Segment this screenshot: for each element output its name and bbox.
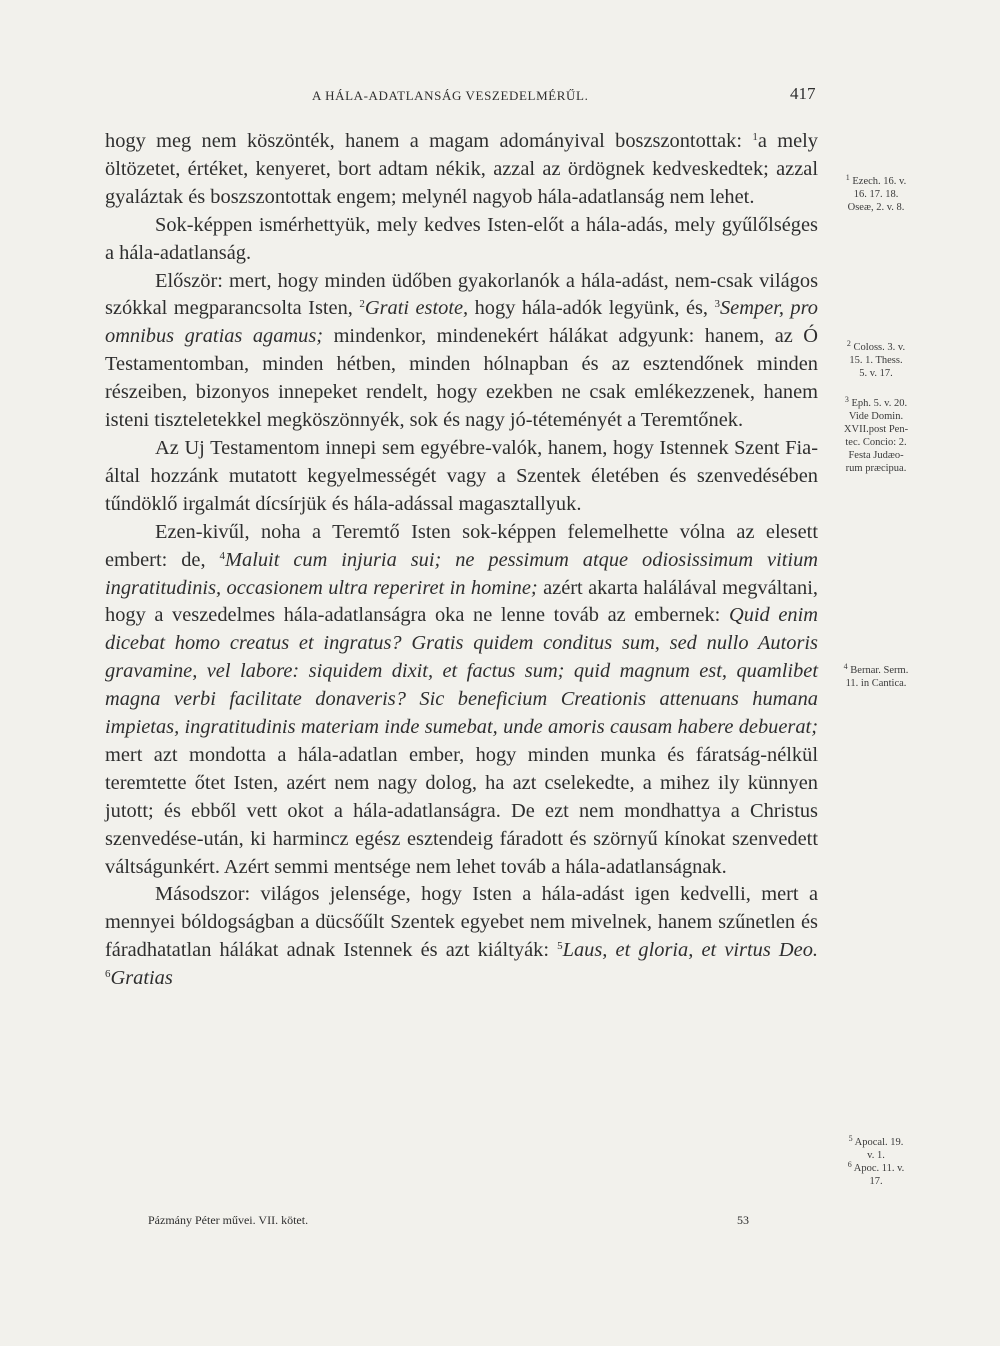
margin-note-3 bbox=[820, 397, 932, 475]
margin-note-line bbox=[820, 175, 932, 188]
note-reference: 1 bbox=[752, 131, 758, 143]
latin-quote: Quid enim dicebat homo creatus et ingratus? Gratis quidem conditus sum, sed nullo Autoris gravamine, vel labore: siquidem dixit, et factus sum; quid magnum est, quamlibet magna verbi facilitate donaveris? Sic beneficium Creationis attenuans humana impietas, ingratitudinis materiam inde sumebat, unde amoris causam habere debuerat; bbox=[105, 604, 819, 739]
margin-note-4 bbox=[820, 664, 932, 690]
margin-note-line bbox=[820, 1149, 932, 1162]
margin-note-line bbox=[820, 1136, 932, 1149]
text-run: Ezen-kivűl, noha a Teremtő Isten sok-képpen felemelhette vólna az elesett embert: de, bbox=[105, 520, 818, 571]
note-text: Vide Domin. bbox=[848, 411, 904, 422]
sheet-number: 53 bbox=[737, 1213, 749, 1227]
margin-note-line bbox=[820, 188, 932, 201]
text-run: Az Uj Testamentom innepi sem egyébre-valók, hanem, hogy Istennek Szent Fia-által hozzánk mutatott kegyelmességét vagy a Szentek életében és szenvedésében tűndöklő irgalmát dícsírjük és hála-adással magasztallyuk. bbox=[105, 436, 818, 515]
text-run: azért akarta halálával megváltani, hogy a veszedelmes hála-adatlanságra oka ne lenne továb az embernek: bbox=[105, 576, 818, 627]
margin-note-line bbox=[820, 664, 932, 677]
note-text: Coloss. 3. v. bbox=[853, 342, 906, 353]
text-run: hogy hála-adók legyünk, és, bbox=[468, 297, 715, 320]
paragraph bbox=[105, 268, 818, 435]
text-run: a mely öltözetet, értéket, kenyeret, bort adtam nékik, azzal az ördögnek kedveskedtek; azzal gyaláztak és boszszontottak engem; melynél nagyob hála-adatlanság nem lehet. bbox=[105, 130, 818, 208]
note-number: 2 bbox=[846, 339, 851, 348]
running-head bbox=[0, 84, 1000, 112]
note-text: Apocal. 19. bbox=[854, 1137, 904, 1148]
note-text: Ezech. 16. v. bbox=[852, 176, 907, 187]
note-reference: 4 bbox=[219, 549, 226, 562]
note-text: Apoc. 11. v. bbox=[853, 1163, 905, 1174]
margin-note-line bbox=[820, 677, 932, 690]
margin-note-line bbox=[820, 423, 932, 436]
paragraph bbox=[105, 128, 818, 212]
page-number: 417 bbox=[790, 84, 816, 103]
note-text: 11. in Cantica. bbox=[845, 678, 907, 689]
note-text: XVII.post Pen- bbox=[843, 424, 909, 435]
paragraph bbox=[105, 435, 818, 519]
note-text: 5. v. 17. bbox=[859, 368, 893, 379]
margin-note-line bbox=[820, 1175, 932, 1188]
signature-line: Pázmány Péter művei. VII. kötet. bbox=[148, 1213, 309, 1227]
margin-note-1 bbox=[820, 175, 932, 214]
text-run: Másodszor: világos jelensége, hogy Isten a hála-adást igen kedvelli, mert a mennyei bóldogságban a dücsőűlt Szentek egyebet nem mivelnek, hanem szűnetlen és fáradhatatlan hálákat adnak Istennek és azt kiáltyák: bbox=[105, 883, 818, 962]
note-reference: 5 bbox=[557, 940, 563, 953]
note-text: 16. 17. 18. bbox=[853, 189, 899, 200]
text-run: mindenkor, mindenekért hálákat adgyunk: hanem, az Ó Testamentomban, minden hétben, minden hólnapban és az esztendőnek minden részeiben, bizonyos innepeket rendelt, hogy ezekben ne csak emlékezzenek, hanem isteni tiszteletekkel megköszönnyék, sok és nagy jó-téteményét a Teremtőnek. bbox=[105, 325, 818, 432]
margin-note-line bbox=[820, 354, 932, 367]
text-run: Sok-képpen ismérhettyük, mely kedves Isten-előt a hála-adás, mely gyűlőlséges a hála-adatlanság. bbox=[105, 213, 818, 264]
text-run: mert azt mondotta a hála-adatlan ember, hogy minden munka és fáratság-nélkül teremtette őtet Isten, azért nem nagy dolog, ha azt cselekedte, a mihez ily künnyen jutott; és ebből vett okot a hála-adatlanságra. De ezt nem mondhattya a Christus szenvedése-után, ki harmincz egész esztendeig fáradott és szörnyű kínokat szenvedett váltságunkért. Azért semmi mentsége nem lehet továb a hála-adatlanságnak. bbox=[105, 743, 818, 878]
note-text: Bernar. Serm. bbox=[850, 665, 909, 676]
note-text: 17. bbox=[869, 1176, 883, 1187]
note-text: v. 1. bbox=[867, 1150, 885, 1161]
paragraph bbox=[105, 881, 818, 993]
margin-note-line bbox=[820, 397, 932, 410]
paragraph bbox=[105, 212, 818, 268]
page-footer bbox=[0, 1213, 1000, 1233]
note-reference: 2 bbox=[359, 298, 365, 311]
margin-note-5 bbox=[820, 1136, 932, 1188]
latin-quote: Semper, pro omnibus gratias agamus; bbox=[105, 297, 818, 348]
note-number: 1 bbox=[845, 173, 850, 182]
running-title: A HÁLA-ADATLANSÁG VESZEDELMÉRŰL. bbox=[312, 88, 589, 103]
margin-note-line bbox=[820, 367, 932, 380]
margin-note-line bbox=[820, 462, 932, 475]
margin-note-line bbox=[820, 341, 932, 354]
latin-quote: Grati estote, bbox=[364, 297, 469, 320]
note-number: 4 bbox=[843, 662, 848, 671]
note-reference: 6 bbox=[105, 968, 111, 981]
margin-note-line bbox=[820, 1162, 932, 1175]
margin-note-line bbox=[820, 410, 932, 423]
note-text: tec. Concio: 2. bbox=[845, 437, 907, 448]
note-text: rum præcipua. bbox=[845, 463, 907, 474]
note-reference: 3 bbox=[714, 298, 720, 311]
margin-note-line bbox=[820, 201, 932, 214]
margin-note-line bbox=[820, 436, 932, 449]
note-text: Oseæ, 2. v. 8. bbox=[847, 202, 905, 213]
note-text: Festa Judæo- bbox=[848, 450, 904, 461]
latin-quote: Maluit cum injuria sui; ne pessimum atque odiosissimum vitium ingratitudinis, occasionem ultra reperiret in homine; bbox=[105, 548, 818, 599]
margin-note-2 bbox=[820, 341, 932, 380]
margin-note-line bbox=[820, 449, 932, 462]
body-text bbox=[105, 128, 818, 993]
note-text: Eph. 5. v. 20. bbox=[851, 398, 908, 409]
note-text: 15. 1. Thess. bbox=[849, 355, 903, 366]
latin-quote: Gratias bbox=[110, 967, 173, 990]
note-number: 5 bbox=[848, 1134, 853, 1143]
text-run: hogy meg nem köszönték, hanem a magam adományival boszszontottak: bbox=[105, 130, 753, 152]
text-run: Először: mert, hogy minden üdőben gyakorlanók a hála-adást, nem-csak világos szókkal megparancsolta Isten, bbox=[105, 269, 818, 320]
note-number: 3 bbox=[844, 395, 849, 404]
paragraph bbox=[105, 519, 818, 882]
latin-quote: Laus, et gloria, et virtus Deo. bbox=[562, 939, 818, 962]
note-number: 6 bbox=[847, 1160, 852, 1169]
